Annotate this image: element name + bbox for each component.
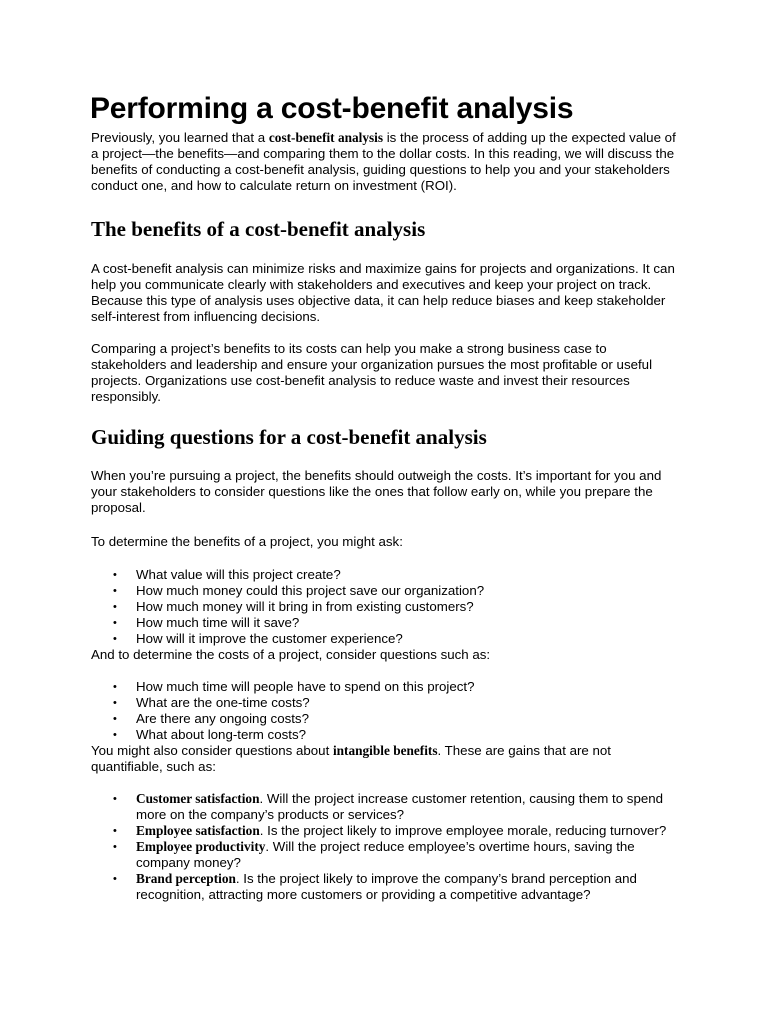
intangible-term: intangible benefits [332,743,438,758]
list-item: • What value will this project create? [113,567,341,582]
bullet-icon: • [113,681,117,693]
bullet-icon: • [113,713,117,725]
intro-term: cost-benefit analysis [268,130,384,145]
document-content [91,92,676,903]
list-item: • What about long-term costs? [113,727,306,742]
list-item: • Are there any ongoing costs? [113,711,309,726]
benefits-paragraph-2: Comparing a project’s benefits to its costs can help you make a strong business case to stakeholders and leadership and ensure your organization pursues the most profitable or useful projects. Organizations use cost-benefit analysis to reduce waste and invest their resources responsibly. [91,341,653,404]
heading-benefits: The benefits of a cost-benefit analysis [91,217,426,241]
list-item: • What are the one-time costs? [113,695,310,710]
bullet-icon: • [113,617,117,629]
intro-after: is the process of adding up the expected value of a project—the benefits—and comparing them to the dollar costs. In this reading, we will discuss the benefits of conducting a cost-benefit analysis, guiding questions to help you and your stakeholders conduct one, and how to calculate return on investment (ROI). [91,130,676,193]
bullet-icon: • [113,633,117,645]
list-item: • How much money could this project save our organization? [113,583,485,598]
intro-paragraph [91,130,676,194]
list-item: • How much time will people have to spend on this project? [113,679,475,694]
intro-before: Previously, you learned that a [91,130,269,145]
heading-guiding-questions: Guiding questions for a cost-benefit analysis [91,425,487,449]
benefit-questions-list [91,567,676,647]
list-item: • How will it improve the customer experience? [113,631,403,646]
page-title: Performing a cost-benefit analysis [90,92,574,125]
bullet-icon: • [113,585,117,597]
list-item: • How much money will it bring in from existing customers? [113,599,474,614]
bullet-icon: • [113,697,117,709]
questions-paragraph-2: To determine the benefits of a project, you might ask: [91,534,403,549]
cost-questions-list [91,679,676,743]
bullet-icon: • [113,793,117,805]
list-item: • Brand perception. Is the project likely to improve the company’s brand perception and recognition, attracting more customers or providing a competitive advantage? [113,871,637,902]
bullet-icon: • [113,729,117,741]
benefits-paragraph-1: A cost-benefit analysis can minimize risks and maximize gains for projects and organizations. It can help you communicate clearly with stakeholders and executives and keep your project on track. Because this type of analysis uses objective data, it can help reduce biases and keep stakeholder self-interest from influencing decisions. [91,261,675,324]
bullet-icon: • [113,569,117,581]
bullet-icon: • [113,841,117,853]
questions-paragraph-1: When you’re pursuing a project, the benefits should outweigh the costs. It’s important for you and your stakeholders to consider questions like the ones that follow early on, while you prepare the proposal. [91,468,662,515]
costs-intro: And to determine the costs of a project, consider questions such as: [91,647,491,662]
list-item: • Employee satisfaction. Is the project likely to improve employee morale, reducing turnover? [113,823,667,838]
list-item: • Customer satisfaction. Will the project increase customer retention, causing them to spend more on the company’s products or services? [113,791,664,822]
bullet-icon: • [113,601,117,613]
list-item: • How much time will it save? [113,615,300,630]
intangible-benefits-list [91,791,676,903]
intangible-intro: You might also consider questions about intangible benefits. These are gains that are not quantifiable, such as: [91,743,611,774]
bullet-icon: • [113,825,117,837]
bullet-icon: • [113,873,117,885]
list-item: • Employee productivity. Will the project reduce employee’s overtime hours, saving the company money? [113,839,635,870]
